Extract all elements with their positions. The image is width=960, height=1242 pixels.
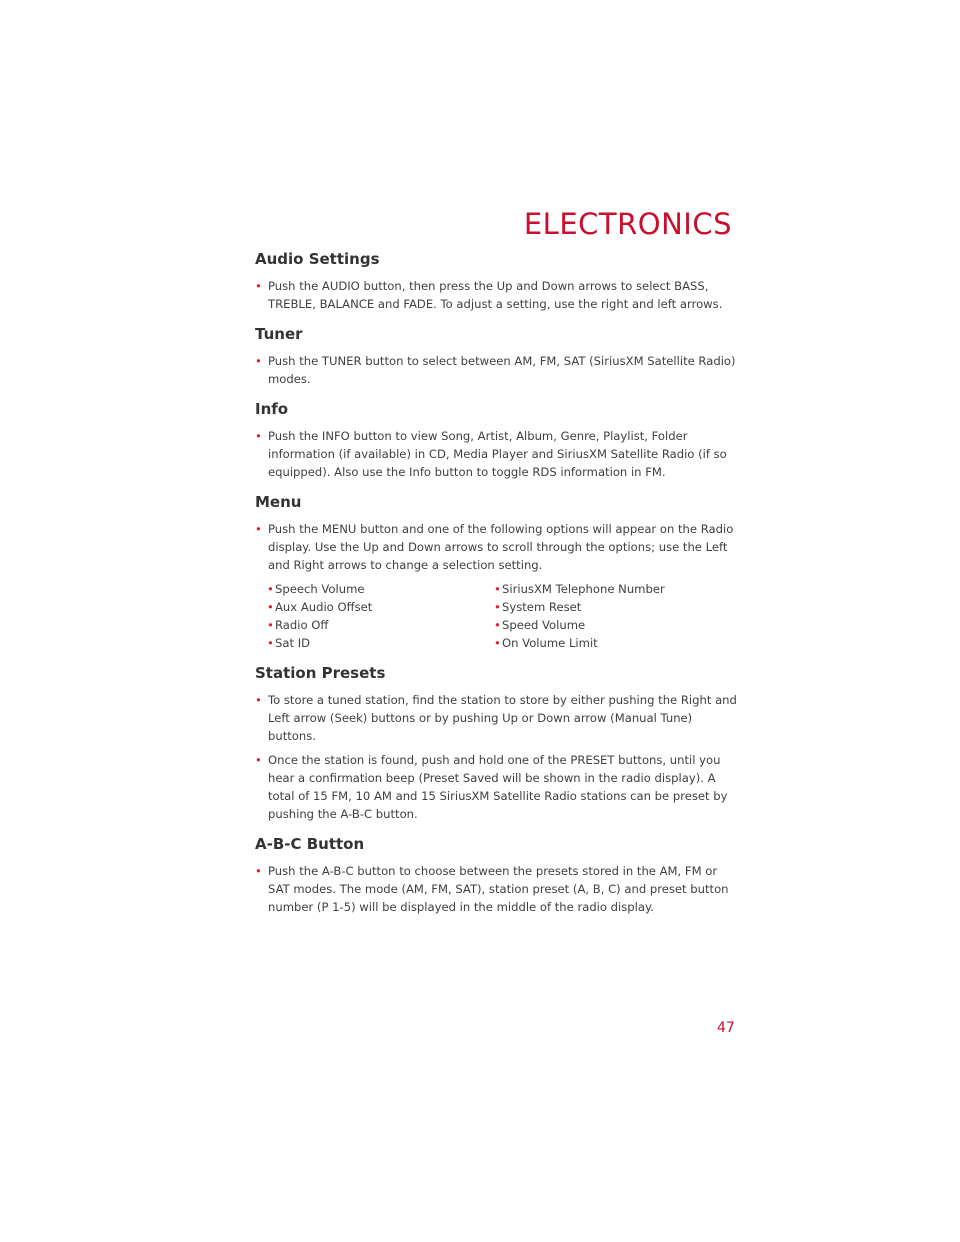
menu-option [268, 580, 495, 598]
bullet-icon: • [494, 618, 501, 632]
bullet-text: Push the A-B-C button to choose between the presets stored in the AM, FM or SAT modes. The mode (AM, FM, SAT), station preset (A, B, C) and preset button number (P 1-5) will be displayed in the middle of the radio display. [268, 864, 729, 914]
bullet-text: To store a tuned station, find the station to store by either pushing the Right and Left arrow (Seek) buttons or by pushing Up or Down arrow (Manual Tune) buttons. [268, 693, 737, 743]
option-text: Speed Volume [502, 618, 586, 632]
menu-option [495, 634, 725, 652]
bullet-item [255, 520, 741, 574]
bullet-item [255, 277, 741, 313]
menu-options-list [268, 580, 741, 652]
section-title: Menu [255, 493, 302, 511]
bullet-text: Once the station is found, push and hold one of the PRESET buttons, until you hear a confirmation beep (Preset Saved will be shown in the radio display). A total of 15 FM, 10 AM and 15 SiriusXM Satellite Radio stations can be preset by pushing the A-B-C button. [268, 753, 728, 821]
bullet-text: Push the TUNER button to select between AM, FM, SAT (SiriusXM Satellite Radio) modes. [268, 354, 736, 386]
option-text: SiriusXM Telephone Number [502, 582, 665, 596]
menu-option [268, 598, 495, 616]
section-audio-settings [255, 250, 741, 313]
page-number: 47 [717, 1020, 735, 1036]
section-menu [255, 493, 741, 652]
bullet-icon: • [255, 279, 262, 293]
menu-option [268, 634, 495, 652]
section-title: Tuner [255, 325, 303, 343]
bullet-icon: • [267, 618, 274, 632]
section-title: A-B-C Button [255, 835, 365, 853]
section-info [255, 400, 741, 481]
bullet-icon: • [267, 636, 274, 650]
menu-option [495, 580, 725, 598]
bullet-icon: • [267, 582, 274, 596]
bullet-item [255, 427, 741, 481]
section-title: Info [255, 400, 289, 418]
bullet-text: Push the AUDIO button, then press the Up and Down arrows to select BASS, TREBLE, BALANCE and FADE. To adjust a setting, use the right and left arrows. [268, 279, 723, 311]
bullet-icon: • [255, 753, 262, 767]
menu-option [495, 616, 725, 634]
section-title: Audio Settings [255, 250, 380, 268]
page-content [255, 250, 741, 928]
section-tuner [255, 325, 741, 388]
bullet-icon: • [494, 600, 501, 614]
bullet-icon: • [255, 354, 262, 368]
bullet-icon: • [255, 429, 262, 443]
bullet-text: Push the MENU button and one of the following options will appear on the Radio display. Use the Up and Down arrows to scroll through the options; use the Left and Right arrows to change a selection setting. [268, 522, 734, 572]
bullet-text: Push the INFO button to view Song, Artist, Album, Genre, Playlist, Folder information (if available) in CD, Media Player and SiriusXM Satellite Radio (if so equipped). Also use the Info button to toggle RDS information in FM. [268, 429, 727, 479]
option-text: System Reset [502, 600, 582, 614]
bullet-icon: • [494, 582, 501, 596]
section-station-presets [255, 664, 741, 823]
bullet-item [255, 352, 741, 388]
bullet-icon: • [494, 636, 501, 650]
option-text: Aux Audio Offset [275, 600, 373, 614]
bullet-item [255, 751, 741, 823]
option-text: Sat ID [275, 636, 311, 650]
bullet-icon: • [255, 522, 262, 536]
option-text: On Volume Limit [502, 636, 598, 650]
option-text: Speech Volume [275, 582, 365, 596]
bullet-icon: • [255, 864, 262, 878]
menu-option [495, 598, 725, 616]
bullet-item [255, 691, 741, 745]
menu-option [268, 616, 495, 634]
section-title: Station Presets [255, 664, 386, 682]
section-header: ELECTRONICS [523, 207, 732, 241]
bullet-icon: • [255, 693, 262, 707]
section-abc-button [255, 835, 741, 916]
bullet-icon: • [267, 600, 274, 614]
option-text: Radio Off [275, 618, 329, 632]
bullet-item [255, 862, 741, 916]
